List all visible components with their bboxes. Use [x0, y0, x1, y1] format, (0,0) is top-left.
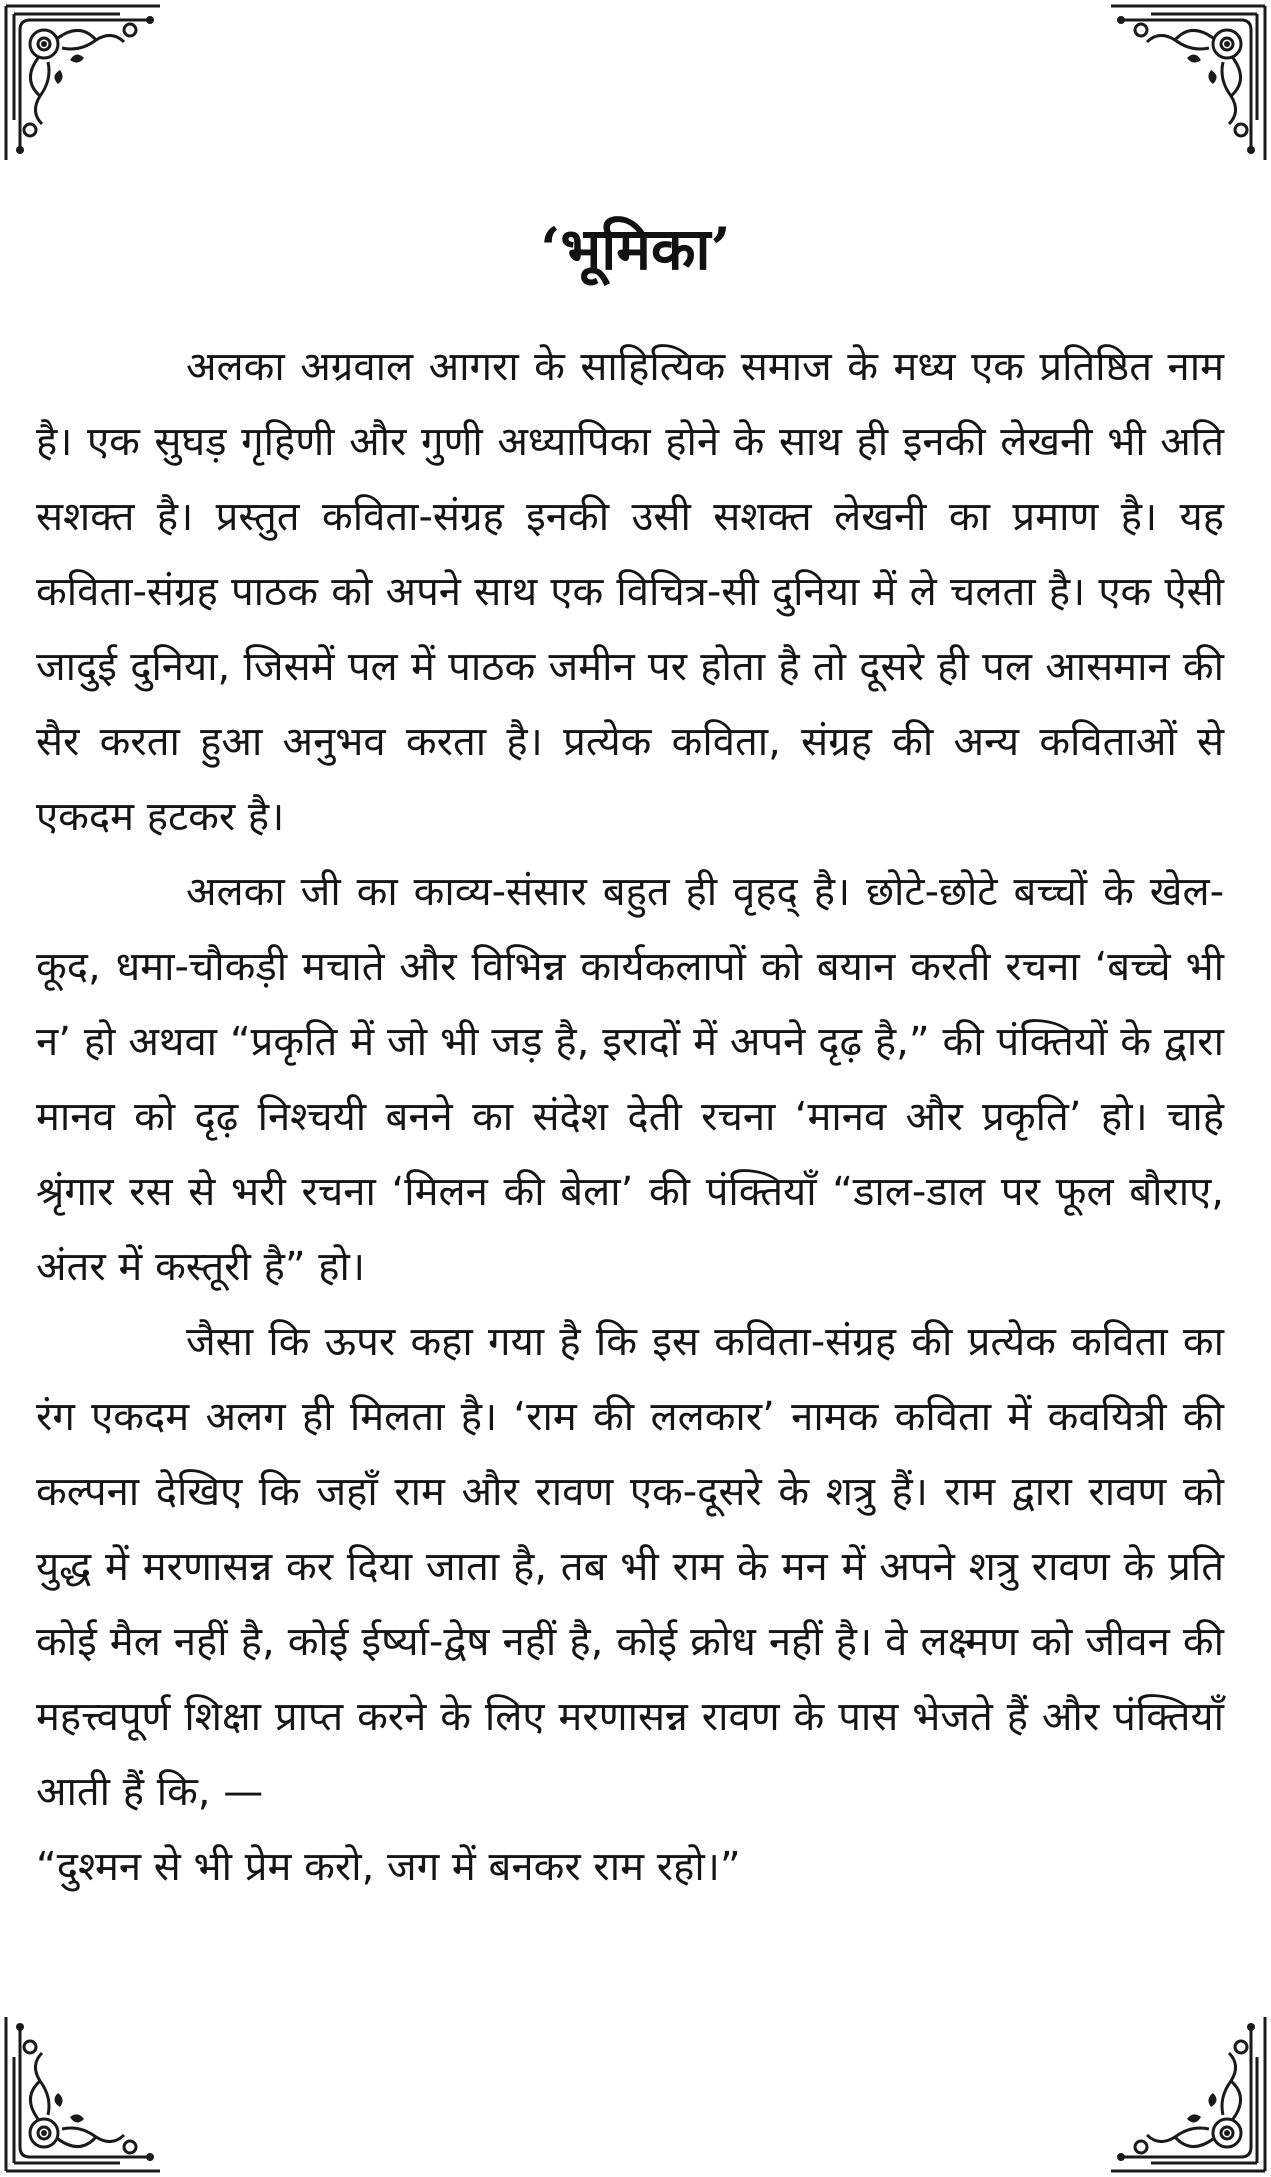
page-title: ‘भूमिका’: [540, 214, 731, 283]
preface-body: [36, 330, 1224, 1905]
corner-ornament-top-left: [0, 0, 170, 170]
paragraph-3: जैसा कि ऊपर कहा गया है कि इस कविता-संग्रह की प्रत्येक कविता का रंग एकदम अलग ही मिलता है। ‘राम की ललकार’ नामक कविता में कवयित्री की कल्पना देखिए कि जहाँ राम और रावण एक-दूसरे के शत्रु हैं। राम द्वारा रावण को युद्ध में मरणासन्न कर दिया जाता है, तब भी राम के मन में अपने शत्रु रावण के प्रति कोई मैल नहीं है, कोई ईर्ष्या-द्वेष नहीं है, कोई क्रोध नहीं है। वे लक्ष्मण को जीवन की महत्त्वपूर्ण शिक्षा प्राप्त करने के लिए मरणासन्न रावण के पास भेजते हैं और पंक्तियाँ आती हैं कि, —: [36, 1319, 1224, 1815]
paragraph-2: अलका जी का काव्य-संसार बहुत ही वृहद् है। छोटे-छोटे बच्चों के खेल-कूद, धमा-चौकड़ी मचाते और विभिन्न कार्यकलापों को बयान करती रचना ‘बच्चे भी न’ हो अथवा “प्रकृति में जो भी जड़ है, इरादों में अपने दृढ़ है,” की पंक्तियों के द्वारा मानव को दृढ़ निश्चयी बनने का संदेश देती रचना ‘मानव और प्रकृति’ हो। चाहे श्रृंगार रस से भरी रचना ‘मिलन की बेला’ की पंक्तियाँ “डाल-डाल पर फूल बौराए, अंतर में कस्तूरी है” हो।: [36, 869, 1224, 1290]
corner-ornament-bottom-left: [0, 2007, 170, 2177]
paragraph-1: अलका अग्रवाल आगरा के साहित्यिक समाज के मध्य एक प्रतिष्ठित नाम है। एक सुघड़ गृहिणी और गुणी अध्यापिका होने के साथ ही इनकी लेखनी भी अति सशक्त है। प्रस्तुत कविता-संग्रह इनकी उसी सशक्त लेखनी का प्रमाण है। यह कविता-संग्रह पाठक को अपने साथ एक विचित्र-सी दुनिया में ले चलता है। एक ऐसी जादुई दुनिया, जिसमें पल में पाठक जमीन पर होता है तो दूसरे ही पल आसमान की सैर करता हुआ अनुभव करता है। प्रत्येक कविता, संग्रह की अन्य कविताओं से एकदम हटकर है।: [36, 344, 1224, 840]
corner-ornament-bottom-right: [1101, 2007, 1271, 2177]
closing-quote: “दुश्मन से भी प्रेम करो, जग में बनकर राम रहो।”: [36, 1844, 741, 1890]
corner-ornament-top-right: [1101, 0, 1271, 170]
